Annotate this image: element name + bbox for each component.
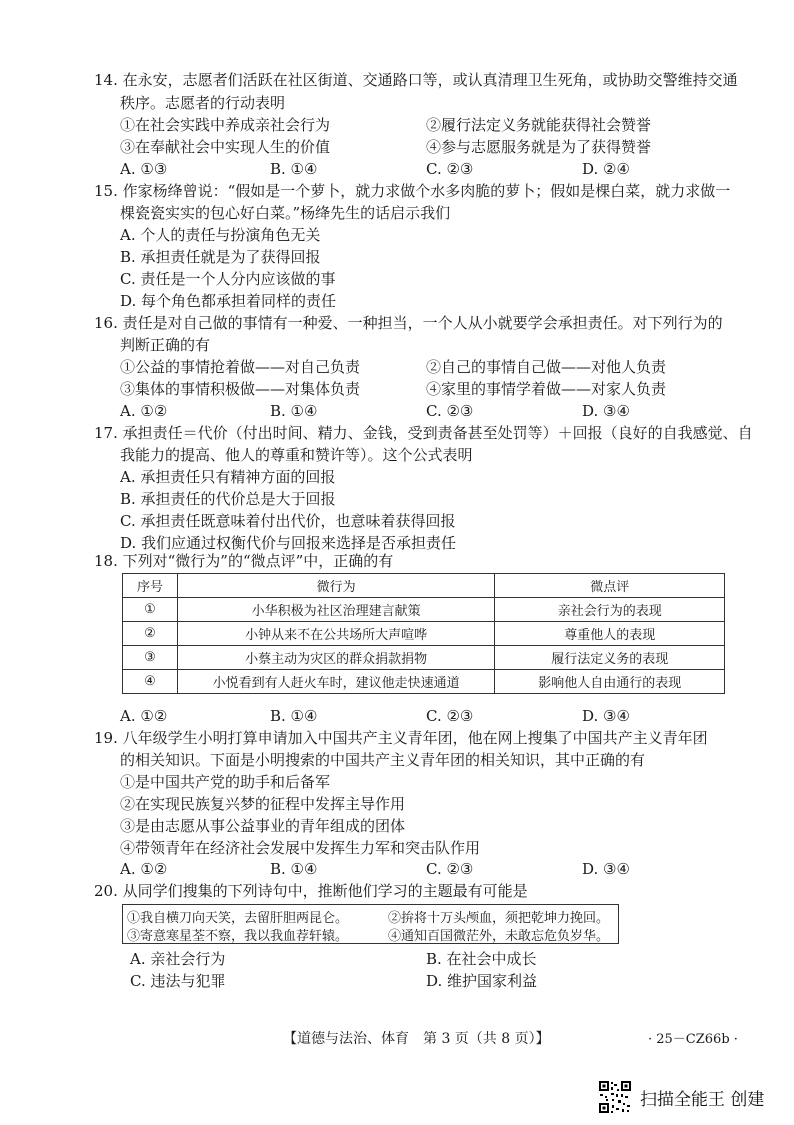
- q20-option-d: D. 维护国家利益: [426, 972, 538, 990]
- q14-statement-4: ④参与志愿服务就是为了获得赞誉: [426, 138, 652, 156]
- q14-statement-2: ②履行法定义务就能获得社会赞誉: [426, 116, 652, 134]
- q15-option-d: D. 每个角色都承担着同样的责任: [120, 292, 337, 310]
- q16-statement-1: ①公益的事情抢着做——对自己负责: [120, 358, 361, 376]
- q18-stem: 18. 下列对“微行为”的“微点评”中，正确的有: [94, 552, 394, 570]
- q14-option-a: A. ①③: [120, 160, 168, 178]
- q16-statement-4: ④家里的事情学着做——对家人负责: [426, 380, 667, 398]
- q16-statement-2: ②自己的事情自己做——对他人负责: [426, 358, 667, 376]
- scanner-watermark-text: 扫描全能王 创建: [640, 1089, 765, 1110]
- q20-stem: 20. 从同学们搜集的下列诗句中，推断他们学习的主题最有可能是: [94, 882, 528, 900]
- q19-stem-line1: 19. 八年级学生小明打算申请加入中国共产主义青年团，他在网上搜集了中国共产主义青年团: [94, 729, 708, 747]
- q15-option-a: A. 个人的责任与扮演角色无关: [120, 226, 321, 244]
- q16-stem-line2: 判断正确的有: [120, 336, 211, 354]
- qr-code-icon: [598, 1080, 632, 1114]
- q19-option-c: C. ②③: [426, 860, 474, 878]
- q17-option-d: D. 我们应通过权衡代价与回报来选择是否承担责任: [120, 534, 457, 552]
- table-row: [123, 622, 725, 646]
- table-row: [123, 646, 725, 670]
- q17-option-c: C. 承担责任既意味着付出代价，也意味着获得回报: [120, 512, 456, 530]
- q18-option-b: B. ①④: [270, 707, 318, 725]
- q14-statement-1: ①在社会实践中养成亲社会行为: [120, 116, 331, 134]
- q14-option-d: D. ②④: [582, 160, 630, 178]
- table-cell-index: ①: [123, 598, 178, 622]
- table-cell-index: ③: [123, 646, 178, 670]
- table-header-behavior: 微行为: [177, 574, 494, 598]
- table-cell-behavior: 小钟从来不在公共场所大声喧哗: [177, 622, 494, 646]
- q19-option-b: B. ①④: [270, 860, 318, 878]
- table-cell-comment: 履行法定义务的表现: [495, 646, 725, 670]
- q14-stem-line1: 14. 在永安，志愿者们活跃在社区街道、交通路口等，或认真清理卫生死角，或协助交警维持交通: [94, 71, 738, 89]
- table-header-comment: 微点评: [495, 574, 725, 598]
- table-cell-comment: 尊重他人的表现: [495, 622, 725, 646]
- table-cell-behavior: 小华积极为社区治理建言献策: [177, 598, 494, 622]
- q19-option-a: A. ①②: [120, 860, 168, 878]
- q20-poem-2: ②拚将十万头颅血，须把乾坤力挽回。: [388, 911, 610, 926]
- q20-option-b: B. 在社会中成长: [426, 950, 537, 968]
- q20-poem-1: ①我自横刀向天笑，去留肝胆两昆仑。: [127, 911, 349, 926]
- q16-option-c: C. ②③: [426, 402, 474, 420]
- q15-option-c: C. 责任是一个人分内应该做的事: [120, 270, 336, 288]
- q15-stem-line2: 棵瓷瓷实实的包心好白菜。”杨绛先生的话启示我们: [120, 204, 451, 222]
- q16-option-b: B. ①④: [270, 402, 318, 420]
- q14-option-b: B. ①④: [270, 160, 318, 178]
- page-footer-label: 【道德与法治、体育 第 3 页（共 8 页）】: [283, 1031, 550, 1047]
- q18-option-d: D. ③④: [582, 707, 630, 725]
- scanner-watermark: [598, 1080, 764, 1114]
- q14-option-c: C. ②③: [426, 160, 474, 178]
- q20-poem-3: ③寄意寒星荃不察，我以我血荐轩辕。: [127, 929, 349, 944]
- page-footer-code: · 25－CZ66b ·: [648, 1032, 738, 1047]
- table-cell-behavior: 小蔡主动为灾区的群众捐款捐物: [177, 646, 494, 670]
- table-header-index: 序号: [123, 574, 178, 598]
- q15-stem-line1: 15. 作家杨绛曾说：“假如是一个萝卜，就力求做个水多肉脆的萝卜；假如是棵白菜，就力求做一: [94, 182, 731, 200]
- table-cell-comment: 影响他人自由通行的表现: [495, 670, 725, 694]
- q18-table: [122, 573, 725, 694]
- table-cell-index: ④: [123, 670, 178, 694]
- table-row: [123, 670, 725, 694]
- table-cell-behavior: 小悦看到有人赶火车时，建议他走快速通道: [177, 670, 494, 694]
- q19-option-d: D. ③④: [582, 860, 630, 878]
- q18-option-a: A. ①②: [120, 707, 168, 725]
- q19-statement-2: ②在实现民族复兴梦的征程中发挥主导作用: [120, 795, 406, 813]
- q19-statement-1: ①是中国共产党的助手和后备军: [120, 773, 331, 791]
- table-cell-index: ②: [123, 622, 178, 646]
- q17-option-b: B. 承担责任的代价总是大于回报: [120, 490, 336, 508]
- q19-statement-3: ③是由志愿从事公益事业的青年组成的团体: [120, 817, 406, 835]
- table-row: [123, 598, 725, 622]
- q19-stem-line2: 的相关知识。下面是小明搜索的中国共产主义青年团的相关知识，其中正确的有: [120, 751, 646, 769]
- q14-statement-3: ③在奉献社会中实现人生的价值: [120, 138, 331, 156]
- table-cell-comment: 亲社会行为的表现: [495, 598, 725, 622]
- q20-option-a: A. 亲社会行为: [130, 950, 226, 968]
- q16-option-d: D. ③④: [582, 402, 630, 420]
- q20-option-c: C. 违法与犯罪: [130, 972, 226, 990]
- q16-option-a: A. ①②: [120, 402, 168, 420]
- q14-stem-line2: 秩序。志愿者的行动表明: [120, 94, 286, 112]
- q20-poem-4: ④通知百国微茫外，未敢忘危负岁华。: [388, 929, 610, 944]
- q16-stem-line1: 16. 责任是对自己做的事情有一种爱、一种担当，一个人从小就要学会承担责任。对下列行为的: [94, 314, 723, 332]
- q15-option-b: B. 承担责任就是为了获得回报: [120, 248, 321, 266]
- q16-statement-3: ③集体的事情积极做——对集体负责: [120, 380, 361, 398]
- q19-statement-4: ④带领青年在经济社会发展中发挥生力军和突击队作用: [120, 839, 481, 857]
- q20-poem-box: [122, 904, 619, 944]
- q17-stem-line1: 17. 承担责任＝代价（付出时间、精力、金钱，受到责备甚至处罚等）＋回报（良好的自我感觉、自: [94, 424, 753, 442]
- q18-option-c: C. ②③: [426, 707, 474, 725]
- q17-stem-line2: 我能力的提高、他人的尊重和赞许等）。这个公式表明: [120, 446, 473, 464]
- table-header-row: [123, 574, 725, 598]
- q17-option-a: A. 承担责任只有精神方面的回报: [120, 468, 336, 486]
